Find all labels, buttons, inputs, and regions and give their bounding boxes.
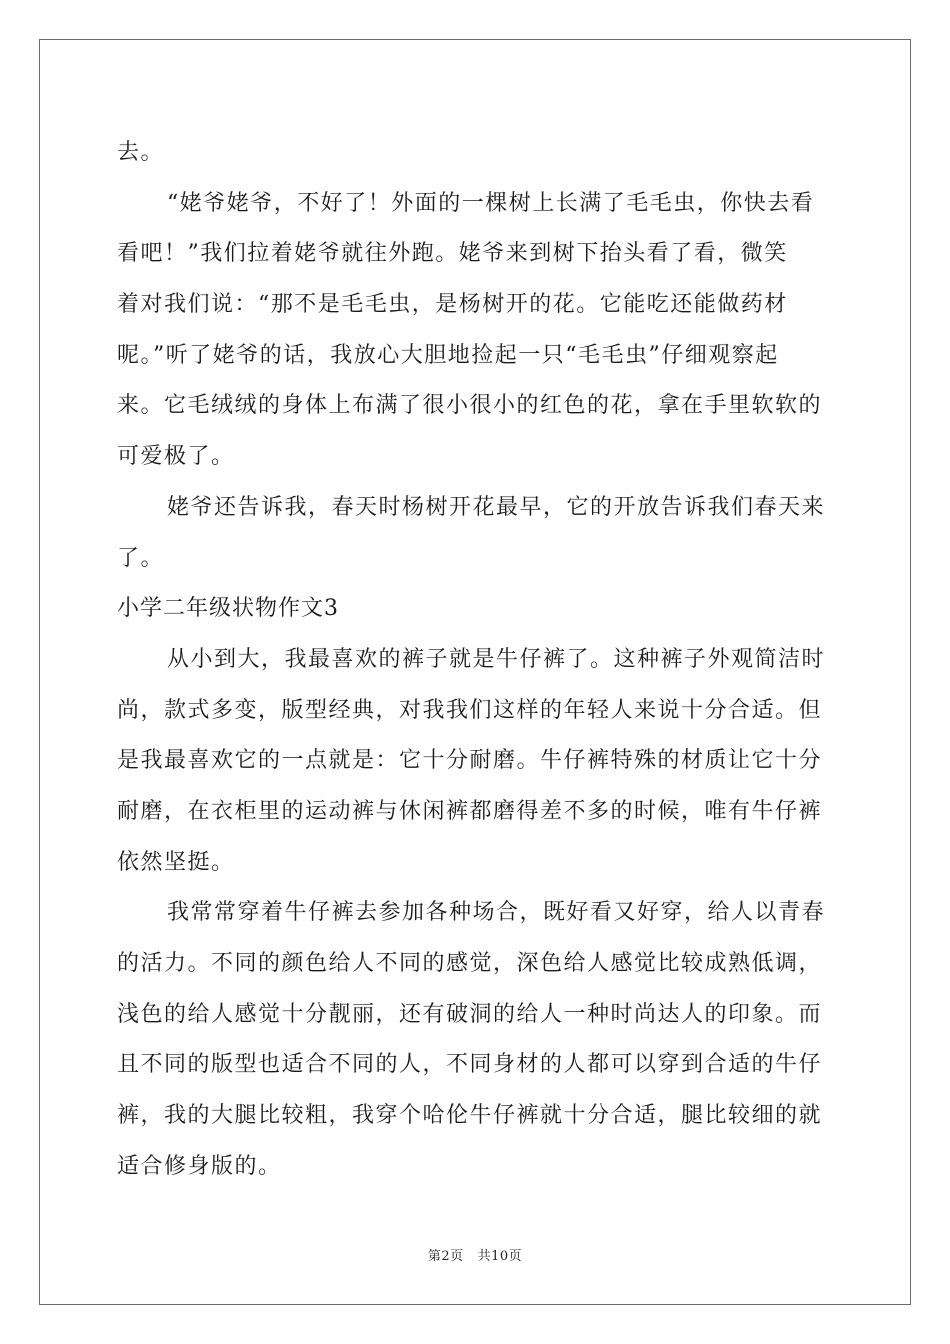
text-line: 看吧！”我们拉着姥爷就往外跑。姥爷来到树下抬头看了看，微笑 [117, 241, 788, 267]
text-line: 了。 [117, 545, 165, 571]
text-line: 可爱极了。 [117, 444, 235, 470]
text-line: 姥爷还告诉我，春天时杨树开花最早，它的开放告诉我们春天来 [167, 494, 826, 520]
text-line: “姥爷姥爷，不好了！外面的一棵树上长满了毛毛虫，你快去看 [167, 190, 815, 216]
text-line: 是我最喜欢它的一点就是：它十分耐磨。牛仔裤特殊的材质让它十分 [117, 748, 823, 774]
footer-spacer [464, 1249, 478, 1264]
text-line: 浅色的给人感觉十分靓丽，还有破洞的给人一种时尚达人的印象。而 [117, 1001, 823, 1027]
document-body [117, 128, 833, 1192]
page-footer [0, 1248, 950, 1266]
text-line: 来。它毛绒绒的身体上布满了很小很小的红色的花，拿在手里软软的 [117, 393, 823, 419]
text-line: 我常常穿着牛仔裤去参加各种场合，既好看又好穿，给人以青春 [167, 900, 826, 926]
text-line: 从小到大，我最喜欢的裤子就是牛仔裤了。这种裤子外观简洁时 [167, 646, 826, 672]
text-line: 去。 [117, 140, 165, 165]
text-line: 且不同的版型也适合不同的人，不同身材的人都可以穿到合适的牛仔 [117, 1052, 823, 1078]
text-line: 的活力。不同的颜色给人不同的感觉，深色给人感觉比较成熟低调， [117, 951, 823, 976]
text-line: 尚，款式多变，版型经典，对我我们这样的年轻人来说十分合适。但 [117, 697, 823, 723]
text-line: 着对我们说：“那不是毛毛虫，是杨树开的花。它能吃还能做药材 [117, 292, 788, 318]
page-number: 第2页 [427, 1249, 464, 1264]
text-line: 适合修身版的。 [117, 1153, 282, 1179]
text-line: 呢。”听了姥爷的话，我放心大胆地捡起一只“毛毛虫”仔细观察起 [117, 342, 779, 368]
text-line: 耐磨，在衣柜里的运动裤与休闲裤都磨得差不多的时候，唯有牛仔裤 [117, 798, 823, 824]
text-line: 依然坚挺。 [117, 849, 235, 875]
section-heading: 小学二年级状物作文3 [117, 596, 339, 622]
text-line: 裤，我的大腿比较粗，我穿个哈伦牛仔裤就十分合适，腿比较细的就 [117, 1103, 823, 1129]
total-pages: 共10页 [477, 1249, 523, 1264]
